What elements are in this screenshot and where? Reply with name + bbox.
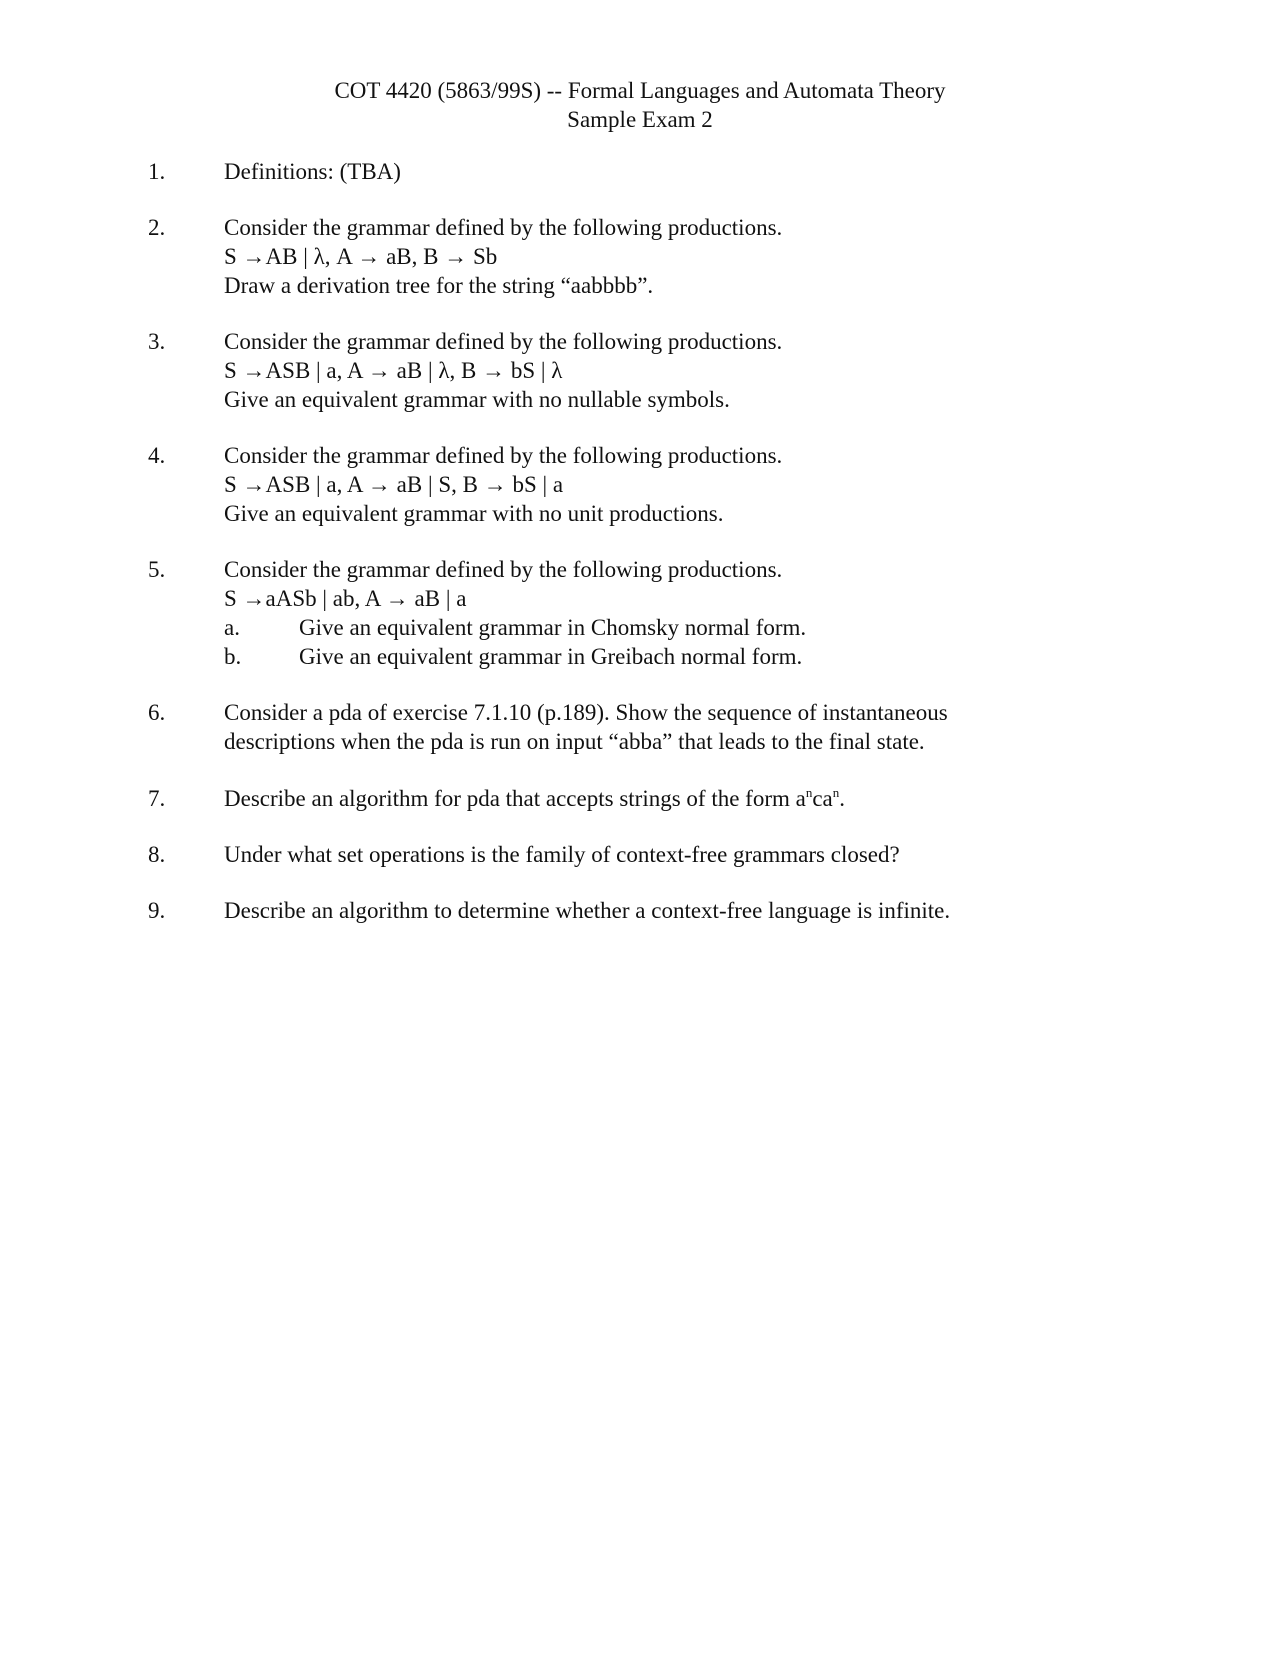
grammar-productions: S →aASb | ab, A → aB | a bbox=[224, 586, 467, 611]
question-text: Consider the grammar defined by the following productions. bbox=[224, 443, 783, 468]
grammar-productions: S →AB | λ, A → aB, B → Sb bbox=[224, 244, 498, 269]
question-number: 1. bbox=[148, 159, 166, 184]
superscript: n bbox=[832, 785, 840, 800]
question-task: Give an equivalent grammar with no nullable symbols. bbox=[224, 387, 730, 412]
question-body bbox=[224, 441, 1224, 528]
question-body bbox=[224, 555, 1224, 671]
question-text: Consider the grammar defined by the following productions. bbox=[224, 329, 783, 354]
text-segment: . bbox=[839, 786, 845, 811]
question-number: 8. bbox=[148, 842, 166, 867]
question-number: 3. bbox=[148, 329, 166, 354]
subpart-label: a. bbox=[224, 615, 240, 640]
question-text: Consider the grammar defined by the following productions. bbox=[224, 215, 783, 240]
question-number: 5. bbox=[148, 557, 166, 582]
question-body bbox=[224, 784, 1224, 813]
question-number: 7. bbox=[148, 786, 166, 811]
question-task: Draw a derivation tree for the string “aabbbb”. bbox=[224, 273, 654, 298]
question-body bbox=[224, 698, 1224, 756]
exam-title: COT 4420 (5863/99S) -- Formal Languages and Automata Theory bbox=[334, 78, 946, 103]
grammar-productions: S →ASB | a, A → aB | S, B → bS | a bbox=[224, 472, 564, 497]
question-text: Consider the grammar defined by the following productions. bbox=[224, 557, 783, 582]
subpart-a bbox=[224, 613, 1224, 642]
question-task: Give an equivalent grammar with no unit productions. bbox=[224, 501, 724, 526]
question-number: 4. bbox=[148, 443, 166, 468]
exam-header bbox=[0, 76, 1280, 134]
subpart-label: b. bbox=[224, 644, 242, 669]
question-text: Definitions: (TBA) bbox=[224, 159, 401, 184]
question-body bbox=[224, 157, 1224, 186]
question-body bbox=[224, 327, 1224, 414]
text-segment: Describe an algorithm for pda that accepts strings of the form a bbox=[224, 786, 806, 811]
question-text: descriptions when the pda is run on input “abba” that leads to the final state. bbox=[224, 729, 925, 754]
question-text: Describe an algorithm to determine whether a context-free language is infinite. bbox=[224, 898, 951, 923]
question-text bbox=[224, 784, 1224, 813]
question-number: 9. bbox=[148, 898, 166, 923]
question-text: Consider a pda of exercise 7.1.10 (p.189). Show the sequence of instantaneous bbox=[224, 700, 948, 725]
question-body bbox=[224, 896, 1224, 925]
exam-subtitle: Sample Exam 2 bbox=[567, 107, 713, 132]
subpart-b bbox=[224, 642, 1224, 671]
subpart-text: Give an equivalent grammar in Chomsky normal form. bbox=[299, 615, 807, 640]
question-number: 2. bbox=[148, 215, 166, 240]
superscript: n bbox=[805, 785, 813, 800]
question-body bbox=[224, 213, 1224, 300]
grammar-productions: S →ASB | a, A → aB | λ, B → bS | λ bbox=[224, 358, 563, 383]
subpart-text: Give an equivalent grammar in Greibach normal form. bbox=[299, 644, 803, 669]
question-number: 6. bbox=[148, 700, 166, 725]
question-text: Under what set operations is the family of context-free grammars closed? bbox=[224, 842, 900, 867]
text-segment: ca bbox=[812, 786, 833, 811]
question-body bbox=[224, 840, 1224, 869]
